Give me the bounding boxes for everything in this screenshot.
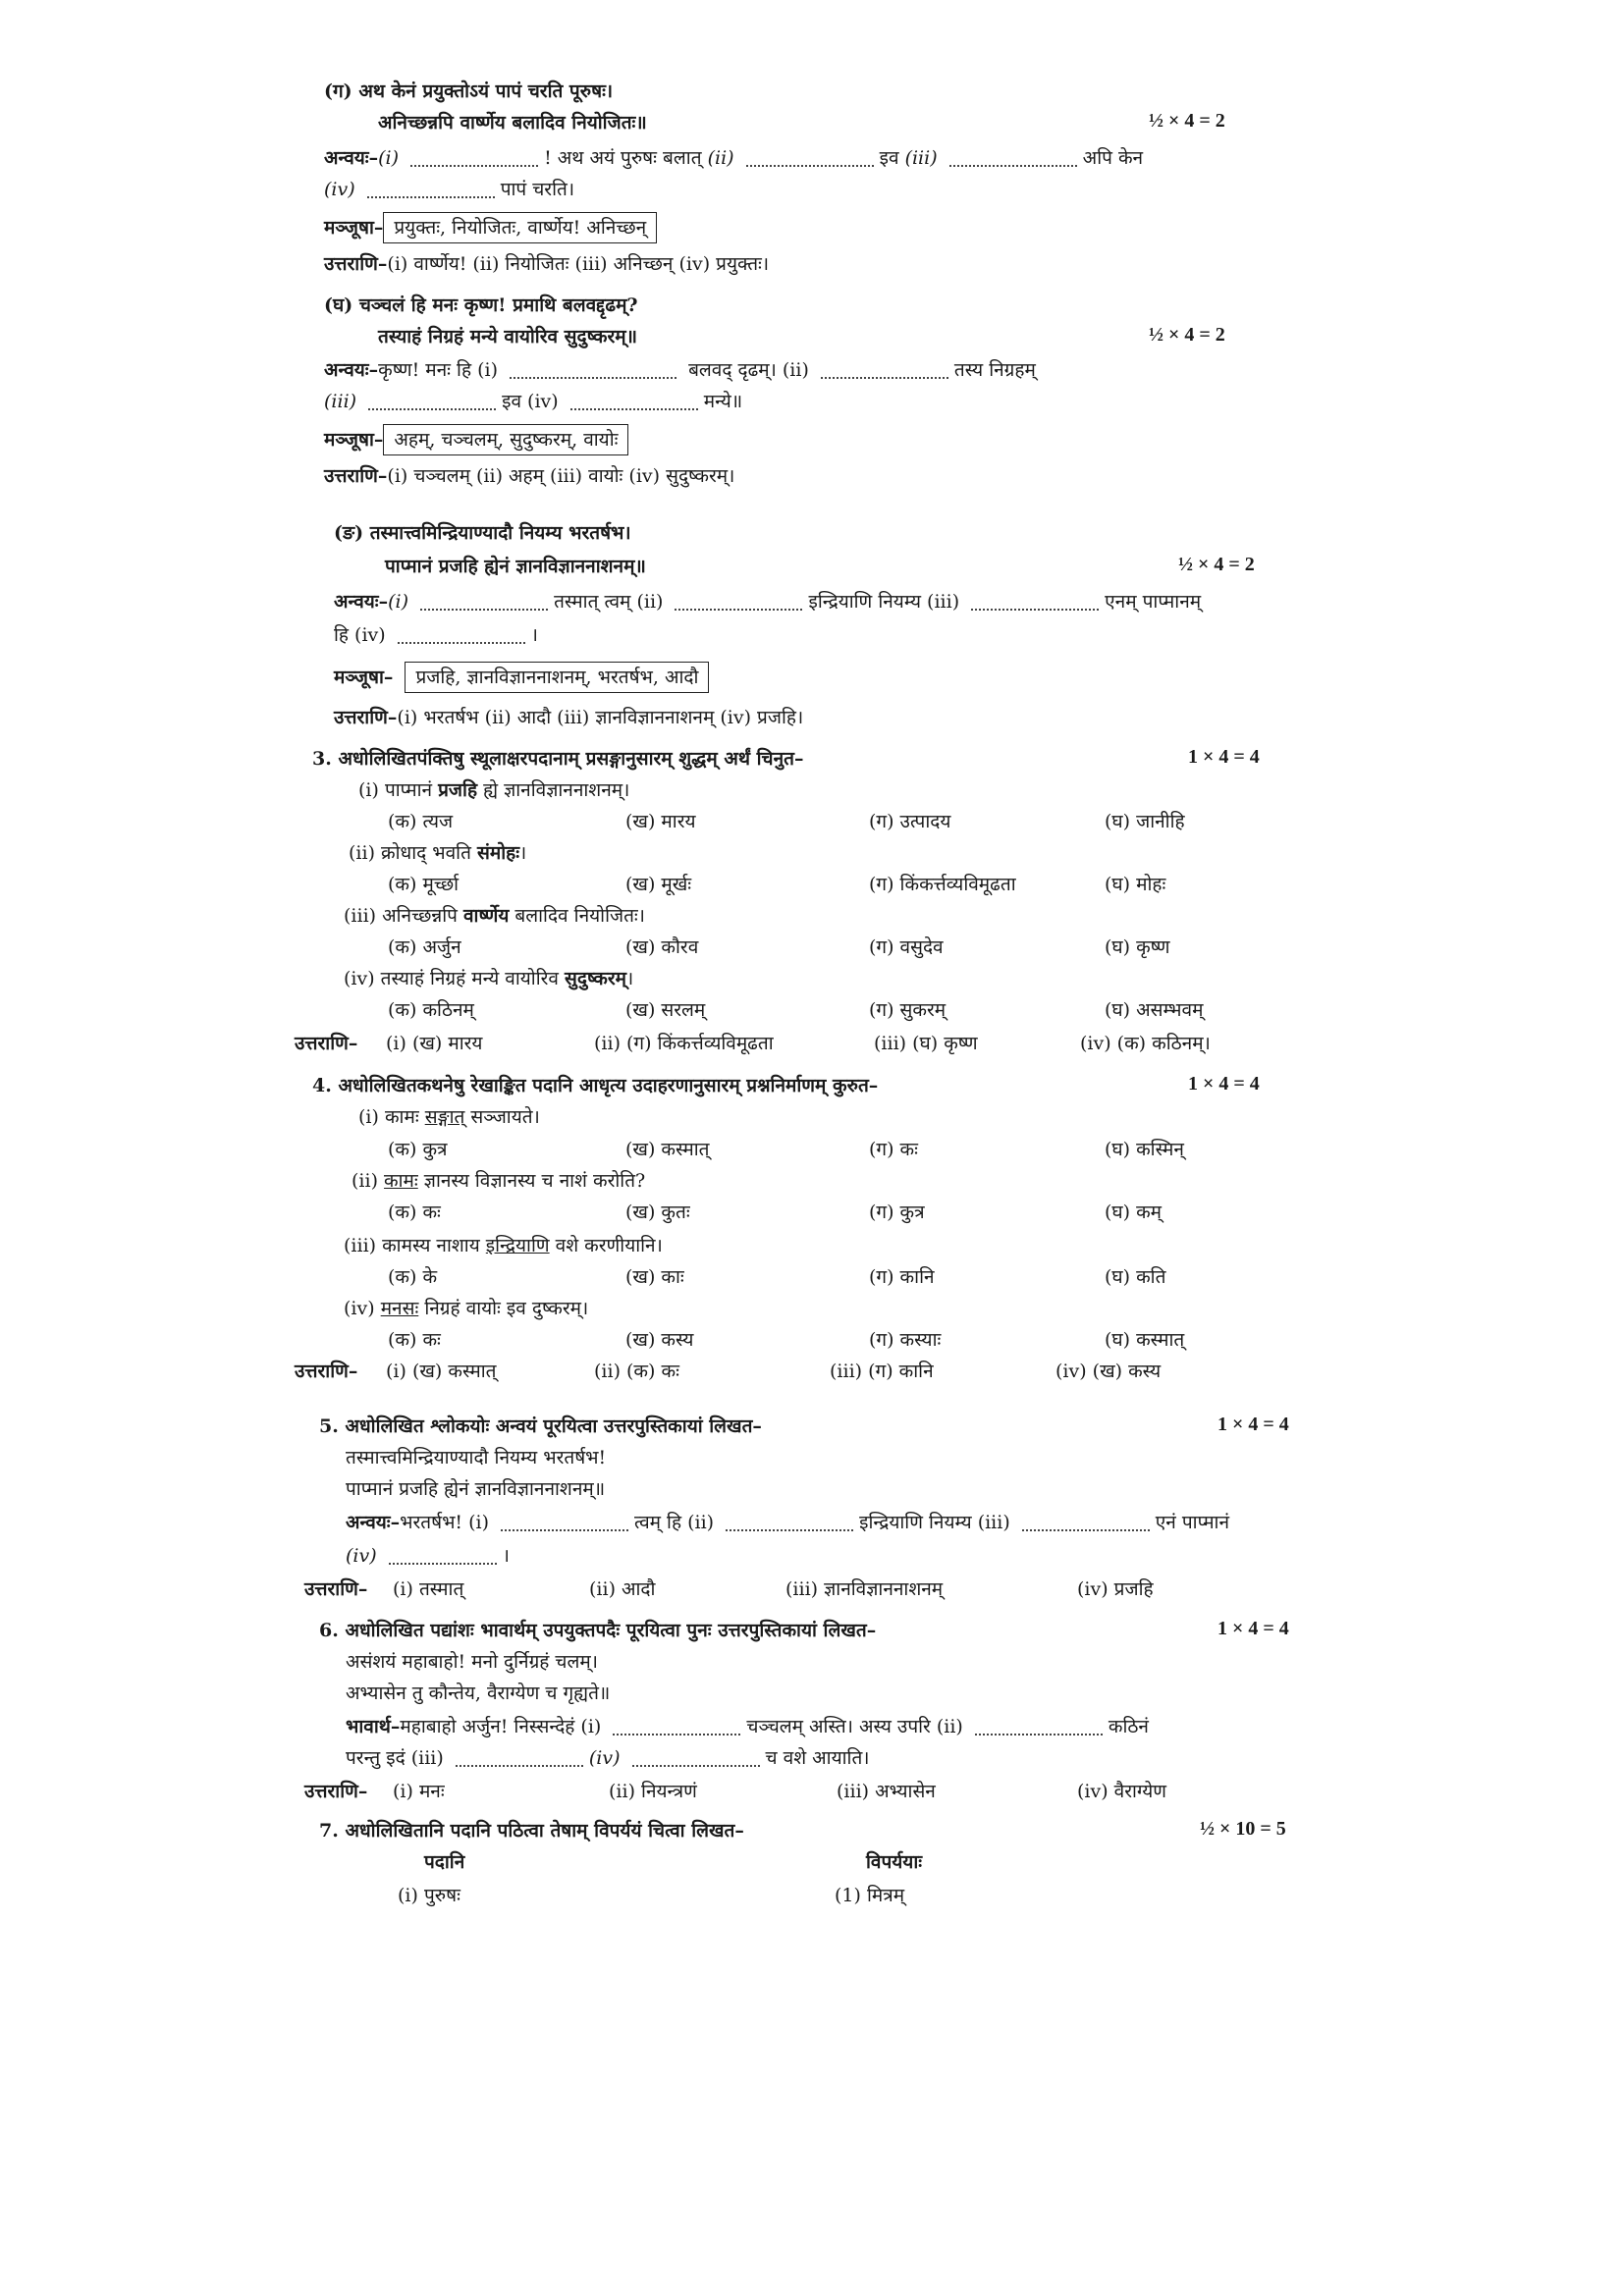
verse-line: (घ) चञ्चलं हि मनः कृष्ण! प्रमाथि बलवद्दृढम्? (324, 294, 638, 316)
answer: (ii) (क) कः (594, 1361, 679, 1382)
verse-line: पाप्मानं प्रजहि ह्येनं ज्ञानविज्ञाननाशनम्॥ (346, 1478, 606, 1500)
marks: 1 × 4 = 4 (1188, 1073, 1260, 1095)
sub-question: (iii) अनिच्छन्नपि वार्ष्णेय बलादिव नियोजितः। (344, 905, 645, 927)
answer: (i) मनः (393, 1781, 445, 1802)
anvaya-line: हि (iv) । (334, 624, 538, 646)
option: (घ) जानीहि (1105, 811, 1185, 832)
blank-field (675, 595, 802, 611)
marks: ½ × 4 = 2 (1149, 324, 1225, 346)
word-box: प्रयुक्तः, नियोजितः, वार्ष्णेय! अनिच्छन् (383, 212, 657, 243)
column-header-words: पदानि (424, 1851, 465, 1873)
answers: उत्तराणि–(i) चञ्चलम् (ii) अहम् (iii) वायोः (iv) सुदुष्करम्। (324, 465, 735, 487)
option: (ख) कस्य (625, 1329, 694, 1351)
question-title: 3. अधोलिखितपंक्तिषु स्थूलाक्षरपदानाम् प्रसङ्गानुसारम् शुद्धम् अर्थं चिनुत– (312, 748, 804, 770)
option: (ख) मूर्खः (625, 874, 692, 895)
answers: उत्तराणि–(i) भरतर्षभ (ii) आदौ (iii) ज्ञानविज्ञाननाशनम् (iv) प्रजहि। (334, 707, 804, 728)
anvaya-line: (iv) । (346, 1545, 510, 1567)
manjusha: मञ्जूषा– प्रयुक्तः, नियोजितः, वार्ष्णेय! अनिच्छन् (324, 212, 657, 243)
answer: (i) तस्मात् (393, 1578, 464, 1600)
question-title: 7. अधोलिखितानि पदानि पठित्वा तेषाम् विपर्ययं चित्वा लिखत– (319, 1820, 744, 1842)
answers-label: उत्तराणि– (304, 1578, 368, 1600)
question-title: 5. अधोलिखित श्लोकयोः अन्वयं पूरयित्वा उत्तरपुस्तिकायां लिखत– (319, 1415, 762, 1437)
option: (घ) मोहः (1105, 874, 1166, 895)
answer: (iii) अभ्यासेन (837, 1781, 936, 1802)
blank-field (389, 1549, 497, 1565)
marks: 1 × 4 = 4 (1217, 1414, 1289, 1435)
manjusha: मञ्जूषा– अहम्, चञ्चलम्, सुदुष्करम्, वायोः (324, 424, 628, 455)
blank-field (971, 595, 1099, 611)
option: (घ) कस्मिन् (1105, 1139, 1184, 1160)
blank-field (456, 1751, 583, 1767)
option: (घ) असम्भवम् (1105, 999, 1204, 1021)
blank-field (420, 595, 548, 611)
answer: (i) (ख) मारय (386, 1033, 483, 1054)
option: (ग) किंकर्त्तव्यविमूढता (869, 874, 1016, 895)
sub-question: (i) पाप्मानं प्रजहि ह्ये ज्ञानविज्ञाननाशनम्। (358, 779, 630, 801)
option: (क) कठिनम् (388, 999, 474, 1021)
option: (घ) कति (1105, 1266, 1166, 1288)
verse-line: (ङ) तस्मात्त्वमिन्द्रियाण्यादौ नियम्य भरतर्षभ। (334, 522, 631, 544)
blank-field (613, 1720, 740, 1735)
anvaya-line: अन्वयः–(i) तस्मात् त्वम् (ii) इन्द्रियाणि नियम्य (iii) एनम् पाप्मानम् (334, 591, 1202, 613)
marks: ½ × 4 = 2 (1178, 554, 1255, 575)
option: (क) कः (388, 1201, 441, 1223)
verse-line: (ग) अथ केनं प्रयुक्तोऽयं पापं चरति पूरुषः। (324, 80, 614, 102)
blank-field (570, 395, 698, 410)
marks: ½ × 10 = 5 (1200, 1818, 1286, 1840)
sub-question: (iii) कामस्य नाशाय इन्द्रियाणि वशे करणीयानि। (344, 1235, 663, 1256)
sub-question: (iv) मनसः निग्रहं वायोः इव दुष्करम्। (344, 1298, 589, 1319)
anvaya-line: अन्वयः–(i) ! अथ अयं पुरुषः बलात् (ii) इव (iii) अपि केन (324, 147, 1144, 169)
blank-field (398, 628, 525, 644)
answers-label: उत्तराणि– (295, 1033, 358, 1054)
option: (घ) कस्मात् (1105, 1329, 1185, 1351)
option: (ग) वसुदेव (869, 936, 944, 958)
answer: (ii) आदौ (589, 1578, 656, 1600)
option: (ग) कस्याः (869, 1329, 942, 1351)
option: (क) कः (388, 1329, 441, 1351)
option: (ग) कः (869, 1139, 918, 1160)
option: (घ) कृष्ण (1105, 936, 1170, 958)
anvaya-line: अन्वयः–भरतर्षभ! (i) त्वम् हि (ii) इन्द्रियाणि नियम्य (iii) एनं पाप्मानं (346, 1512, 1230, 1533)
marks: 1 × 4 = 4 (1188, 746, 1260, 768)
answer: (ii) नियन्त्रणं (609, 1781, 697, 1802)
option: (क) के (388, 1266, 438, 1288)
blank-field (746, 151, 874, 167)
blank-field (975, 1720, 1103, 1735)
verse-line: तस्याहं निग्रहं मन्ये वायोरिव सुदुष्करम्॥ (378, 326, 638, 347)
blank-field (501, 1516, 628, 1531)
blank-field (510, 363, 676, 379)
blank-field (726, 1516, 853, 1531)
blank-field (410, 151, 538, 167)
sub-question: (ii) क्रोधाद् भवति संमोहः। (349, 842, 527, 864)
anvaya-line: अन्वयः–कृष्ण! मनः हि (i) बलवद् दृढम्। (ii) तस्य निग्रहम् (324, 359, 1036, 381)
word-box: प्रजहि, ज्ञानविज्ञाननाशनम्, भरतर्षभ, आदौ (405, 662, 709, 693)
verse-line: पाप्मानं प्रजहि ह्येनं ज्ञानविज्ञाननाशनम्॥ (385, 556, 646, 577)
option: (ख) काः (625, 1266, 684, 1288)
option: (क) अर्जुन (388, 936, 461, 958)
marks: ½ × 4 = 2 (1149, 110, 1225, 132)
option: (क) कुत्र (388, 1139, 448, 1160)
word-box: अहम्, चञ्चलम्, सुदुष्करम्, वायोः (383, 424, 628, 455)
column-header-opposites: विपर्ययाः (866, 1851, 923, 1873)
answer: (iv) प्रजहि (1077, 1578, 1154, 1600)
answers: उत्तराणि–(i) वार्ष्णेय! (ii) नियोजितः (iii) अनिच्छन् (iv) प्रयुक्तः। (324, 253, 770, 275)
bhavartha-line: भावार्थ–महाबाहो अर्जुन! निस्सन्देहं (i) चञ्चलम् अस्ति। अस्य उपरि (ii) कठिनं (346, 1716, 1149, 1737)
sub-question: (i) कामः सङ्गात् सञ्जायते। (358, 1106, 540, 1128)
option: (ख) सरलम् (625, 999, 706, 1021)
option: (ख) कुतः (625, 1201, 690, 1223)
answer: (iii) ज्ञानविज्ञाननाशनम् (785, 1578, 944, 1600)
anvaya-line: (iii) इव (iv) मन्ये॥ (324, 391, 743, 412)
option: (ग) कुत्र (869, 1201, 925, 1223)
option: (ग) उत्पादय (869, 811, 951, 832)
option: (ख) कौरव (625, 936, 699, 958)
answer: (iv) (ख) कस्य (1055, 1361, 1162, 1382)
blank-field (367, 183, 495, 198)
answer: (iii) (घ) कृष्ण (874, 1033, 978, 1054)
verse-line: अनिच्छन्नपि वार्ष्णेय बलादिव नियोजितः॥ (378, 112, 647, 133)
option: (क) त्यज (388, 811, 454, 832)
verse-line: असंशयं महाबाहो! मनो दुर्निग्रहं चलम्। (346, 1651, 598, 1673)
blank-field (632, 1751, 760, 1767)
marks: 1 × 4 = 4 (1217, 1618, 1289, 1639)
verse-line: अभ्यासेन तु कौन्तेय, वैराग्येण च गृह्यते॥ (346, 1682, 611, 1704)
question-title: 6. अधोलिखित पद्यांशः भावार्थम् उपयुक्तपदैः पूरयित्वा पुनः उत्तरपुस्तिकायां लिखत– (319, 1620, 877, 1641)
answer: (i) (ख) कस्मात् (386, 1361, 497, 1382)
option: (घ) कम् (1105, 1201, 1163, 1223)
anvaya-line: (iv) पापं चरति। (324, 179, 575, 200)
question-title: 4. अधोलिखितकथनेषु रेखाङ्कित पदानि आधृत्य उदाहरणानुसारम् प्रश्ननिर्माणम् कुरुत– (312, 1075, 879, 1096)
answer: (iii) (ग) कानि (830, 1361, 934, 1382)
answers-label: उत्तराणि– (295, 1361, 358, 1382)
option: (ख) कस्मात् (625, 1139, 710, 1160)
opposite-item: (1) मित्रम् (835, 1885, 905, 1906)
bhavartha-line: परन्तु इदं (iii) (iv) च वशे आयाति। (346, 1747, 870, 1769)
answer: (iv) वैराग्येण (1077, 1781, 1167, 1802)
sub-question: (ii) कामः ज्ञानस्य विज्ञानस्य च नाशं करोति? (352, 1170, 646, 1192)
answers-label: उत्तराणि– (304, 1781, 368, 1802)
option: (क) मूर्च्छा (388, 874, 460, 895)
answer: (ii) (ग) किंकर्त्तव्यविमूढता (594, 1033, 774, 1054)
verse-line: तस्मात्त्वमिन्द्रियाण्यादौ नियम्य भरतर्षभ! (346, 1447, 607, 1468)
option: (ग) सुकरम् (869, 999, 947, 1021)
blank-field (368, 395, 496, 410)
blank-field (949, 151, 1077, 167)
blank-field (1022, 1516, 1150, 1531)
option: (ग) कानि (869, 1266, 935, 1288)
word-item: (i) पुरुषः (398, 1885, 460, 1906)
manjusha: मञ्जूषा– प्रजहि, ज्ञानविज्ञाननाशनम्, भरतर्षभ, आदौ (334, 662, 709, 693)
sub-question: (iv) तस्याहं निग्रहं मन्ये वायोरिव सुदुष्करम्। (344, 968, 634, 989)
blank-field (821, 363, 948, 379)
answer: (iv) (क) कठिनम्। (1080, 1033, 1211, 1054)
option: (ख) मारय (625, 811, 696, 832)
